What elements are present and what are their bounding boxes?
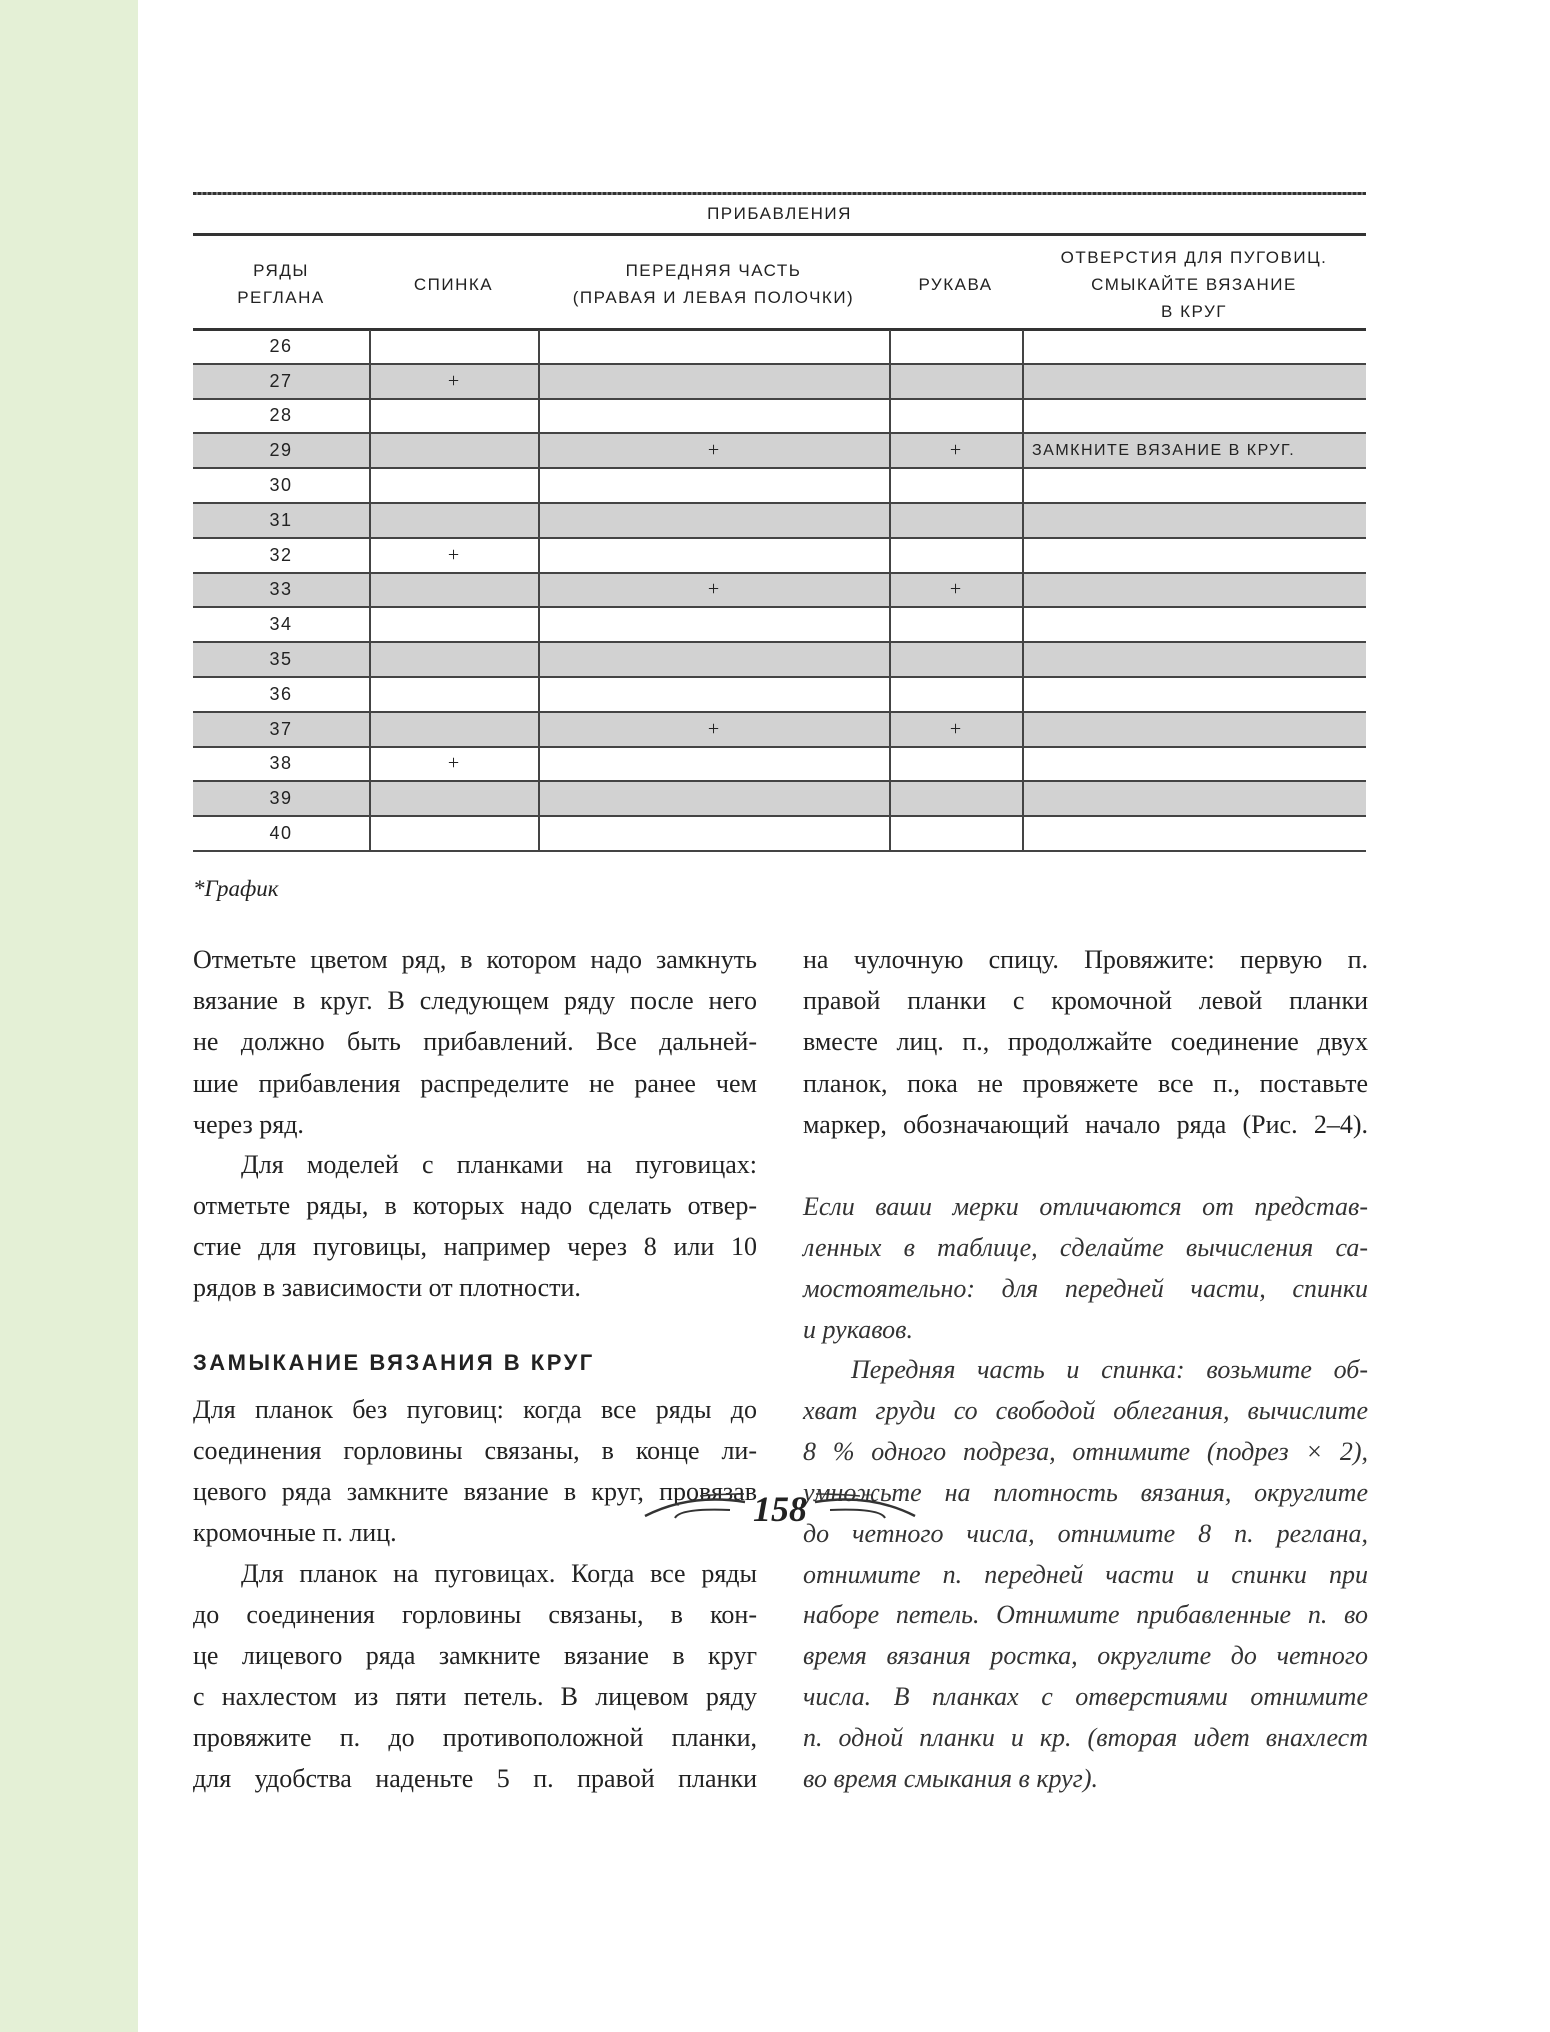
table-header-line: (ПРАВАЯ И ЛЕВАЯ ПОЛОЧКИ) [572,288,855,307]
table-cell-back [369,678,538,711]
table-cell-row: 29 [269,440,293,461]
table-cell-sleeves [889,608,1022,641]
table-header-line: РЕГЛАНА [237,288,325,307]
text-line: правой планки с кромочной левой планки [803,986,1368,1016]
table-cell-sleeves [889,539,1022,572]
text-line: рядов в зависимости от плотности. [193,1273,581,1302]
table-cell-holes [1022,817,1366,850]
text-line: Для планок на пуговицах. Когда все ряды [241,1559,757,1588]
table-cell-holes [1022,400,1366,433]
table-header-cell [538,240,889,328]
table-cell-holes [1022,365,1366,398]
table-cell-holes: ЗАМКНИТЕ ВЯЗАНИЕ В КРУГ. [1032,441,1296,459]
text-line: для удобства наденьте 5 п. правой планки [193,1763,757,1793]
table-cell-holes [1022,713,1366,746]
text-line: числа. В планках с отверстиями отнимите [803,1682,1368,1712]
table-cell-holes [1022,782,1366,815]
table-header-line: ОТВЕРСТИЯ ДЛЯ ПУГОВИЦ. [1060,247,1328,267]
table-cell-holes [1022,539,1366,572]
table-cell-back: + [447,369,460,392]
table-cell-holes [1022,643,1366,676]
page-number: 158 [753,1489,807,1529]
table-cell-front [538,504,889,537]
table-cell-row: 39 [269,788,293,809]
table-cell-sleeves [889,643,1022,676]
table-cell-sleeves [889,400,1022,433]
table-cell-front [538,678,889,711]
table-cell-sleeves [889,678,1022,711]
table-cell-front [538,608,889,641]
table-cell-row: 31 [269,509,293,530]
table-header-line: ПЕРЕДНЯЯ ЧАСТЬ [625,261,802,280]
table-cell-front [538,469,889,502]
table-header-cell [1022,240,1366,328]
table-cell-row: 33 [269,579,293,600]
text-line: с нахлестом из пяти петель. В лицевом ряду [193,1681,757,1711]
text-line: во время смыкания в круг). [803,1764,1098,1793]
table-header-line: СПИНКА [413,274,494,294]
text-line: не должно быть прибавлений. Все дальней- [193,1027,757,1057]
table-title: ПРИБАВЛЕНИЯ [707,204,852,223]
table-cell-front: + [707,439,720,462]
table-cell-row: 37 [269,718,293,739]
table-header-rule [193,233,1366,236]
text-line: Для планок без пуговиц: когда все ряды до [193,1395,757,1424]
table-cell-front: + [707,717,720,740]
text-line: вместе лиц. п., продолжайте соединение двух [803,1027,1368,1057]
table-header-line: РЯДЫ [253,261,309,280]
table-cell-sleeves [889,504,1022,537]
table-cell-sleeves: + [949,717,962,740]
table-cell-front [538,643,889,676]
table-cell-sleeves [889,782,1022,815]
page-ornament-left-icon [640,1488,750,1528]
text-line: до соединения горловины связаны, в кон- [193,1599,757,1629]
table-cell-front: + [707,578,720,601]
table-cell-sleeves [889,330,1022,363]
table-cell-row: 40 [269,823,293,844]
table-cell-back [369,434,538,467]
section-heading: ЗАМЫКАНИЕ ВЯЗАНИЯ В КРУГ [193,1350,595,1375]
table-cell-sleeves [889,748,1022,781]
table-cell-front [538,365,889,398]
table-cell-holes [1022,574,1366,607]
table-cell-front [538,539,889,572]
text-line: цевого ряда замкните вязание в круг, провязав [193,1476,757,1506]
table-cell-row: 27 [269,370,293,391]
table-cell-back [369,330,538,363]
text-line: и рукавов. [803,1314,913,1344]
table-cell-holes [1022,504,1366,537]
table-cell-back: + [447,543,460,566]
table-cell-holes [1022,748,1366,781]
text-line: Для моделей с планками на пуговицах: [241,1150,757,1179]
text-line: вязание в круг. В следующем ряду после него [193,986,757,1016]
text-line: отнимите п. передней части и спинки при [803,1559,1368,1589]
table-cell-back [369,713,538,746]
text-line: отметьте ряды, в которых надо сделать отвер- [193,1191,757,1220]
table-cell-back [369,469,538,502]
table-cell-row: 30 [269,475,293,496]
table-header-cell [369,240,538,328]
text-line: соединения горловины связаны, в конце ли- [193,1435,757,1465]
table-header-cell [193,240,369,328]
table-cell-back [369,400,538,433]
table-header-line: РУКАВА [918,274,993,294]
table-header-line: СМЫКАЙТЕ ВЯЗАНИЕ [1091,274,1297,294]
table-cell-back: + [447,752,460,775]
text-line: стие для пуговицы, например через 8 или 10 [193,1232,757,1261]
table-cell-holes [1022,469,1366,502]
table-cell-row: 32 [269,544,293,565]
text-line: через ряд. [193,1109,304,1139]
text-line: до четного числа, отнимите 8 п. реглана, [803,1518,1368,1548]
table-cell-front [538,400,889,433]
table-cell-holes [1022,608,1366,641]
table-cell-sleeves [889,469,1022,502]
text-line: умножьте на плотность вязания, округлите [803,1477,1368,1507]
text-line: п. одной планки и кр. (вторая идет внахлест [803,1723,1368,1753]
table-cell-row: 38 [269,753,293,774]
text-line: 8 % одного подреза, отнимите (подрез × 2), [803,1436,1368,1466]
text-line: планок, пока не провяжете все п., поставьте [803,1068,1368,1098]
table-cell-row: 26 [269,335,293,356]
table-cell-front [538,330,889,363]
table-footnote: *График [193,876,279,901]
text-line: маркер, обозначающий начало ряда (Рис. 2–4). [803,1109,1368,1139]
table-cell-row: 35 [269,649,293,670]
text-line: це лицевого ряда замкните вязание в круг [193,1640,757,1670]
table-cell-row: 34 [269,614,293,635]
table-header-cell [889,240,1022,328]
page-ornament-right-icon [810,1488,920,1528]
text-line: Передняя часть и спинка: возьмите об- [851,1355,1368,1384]
table-header-line: В КРУГ [1161,301,1227,321]
table-cell-row: 36 [269,683,293,704]
text-line: шие прибавления распределите не ранее чем [193,1068,757,1098]
table-column-divider [369,330,371,852]
table-cell-front [538,782,889,815]
table-cell-back [369,817,538,850]
table-cell-sleeves: + [949,439,962,462]
text-line: наборе петель. Отнимите прибавленные п. во [803,1600,1368,1630]
table-cell-front [538,817,889,850]
text-line: на чулочную спицу. Провяжите: первую п. [803,945,1368,974]
table-cell-back [369,504,538,537]
table-column-divider [538,330,540,852]
table-cell-back [369,782,538,815]
table-column-divider [889,330,891,852]
text-line: время вязания ростка, округлите до четного [803,1641,1368,1671]
table-cell-holes [1022,678,1366,711]
table-cell-sleeves: + [949,578,962,601]
page-margin-band [0,0,138,2032]
table-cell-back [369,608,538,641]
table-cell-row: 28 [269,405,293,426]
table-cell-holes [1022,330,1366,363]
text-line: Если ваши мерки отличаются от представ- [803,1192,1368,1221]
text-line: ленных в таблице, сделайте вычисления са- [803,1232,1368,1262]
text-line: провяжите п. до противоположной планки, [193,1722,757,1752]
text-line: хват груди со свободой облегания, вычислите [803,1395,1368,1425]
table-cell-sleeves [889,365,1022,398]
table-cell-front [538,748,889,781]
table-cell-back [369,643,538,676]
text-line: Отметьте цветом ряд, в котором надо замкнуть [193,945,757,974]
text-line: мостоятельно: для передней части, спинки [803,1273,1368,1303]
text-line: кромочные п. лиц. [193,1517,397,1547]
table-top-rule [193,192,1366,195]
table-cell-sleeves [889,817,1022,850]
table-cell-back [369,574,538,607]
table-column-divider [1022,330,1024,852]
